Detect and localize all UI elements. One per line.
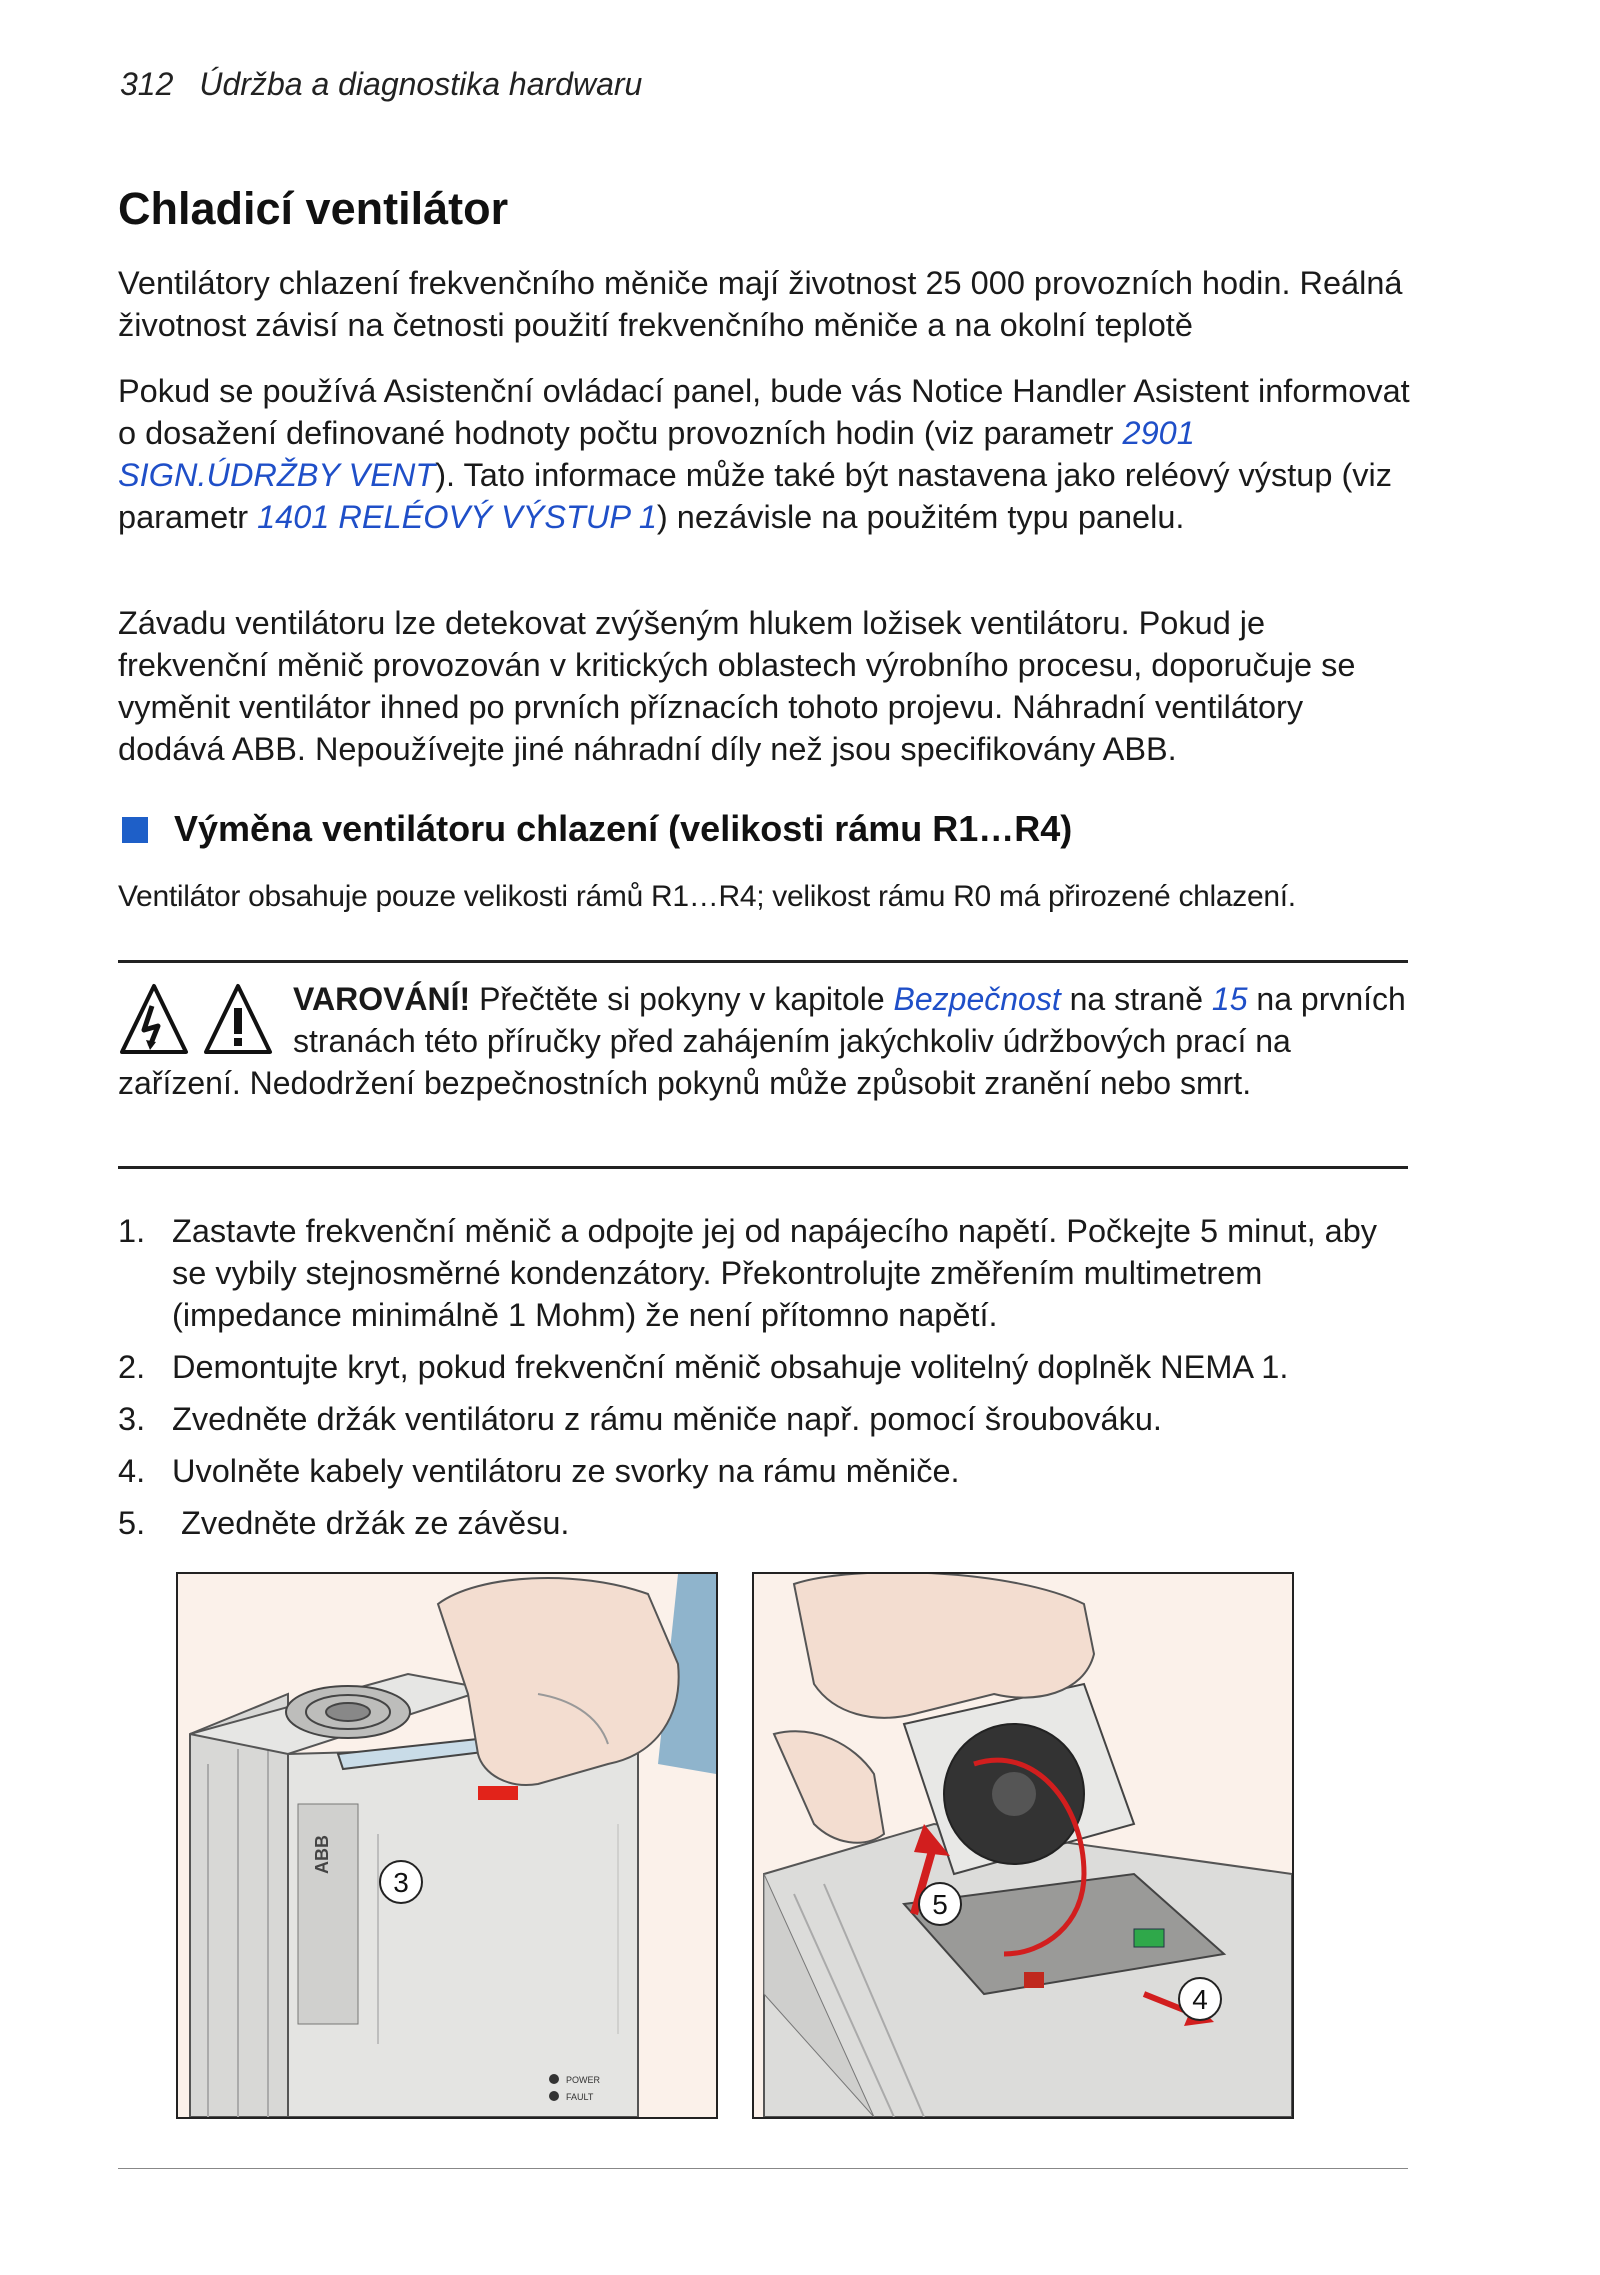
step-number: 3. xyxy=(118,1401,146,1437)
figure-lift-fan-holder xyxy=(176,1572,718,2119)
step-text: Zastavte frekvenční měnič a odpojte jej od napájecího napětí. Počkejte 5 minut, aby se vybily stejnosměrné kondenzátory. Překontrolujte změřením multimetrem (impedance minimálně 1 Mohm) že není přítomno napětí. xyxy=(172,1213,1378,1333)
step-item xyxy=(118,1502,1418,1544)
step-text: Uvolněte kabely ventilátoru ze svorky na rámu měniče. xyxy=(172,1453,960,1489)
page-number: 312 xyxy=(120,66,174,102)
frame-size-note: Ventilátor obsahuje pouze velikosti rámů R1…R4; velikost rámu R0 má přirozené chlazení. xyxy=(118,880,1296,913)
paragraph-2 xyxy=(118,370,1418,538)
figure-remove-fan-cables xyxy=(752,1572,1294,2119)
footer-rule xyxy=(118,2168,1408,2169)
procedure-steps xyxy=(118,1210,1418,1554)
paragraph-3: Závadu ventilátoru lze detekovat zvýšeným hlukem ložisek ventilátoru. Pokud je frekvenční měnič provozován v kritických oblastech výrobního procesu, doporučuje se vyměnit ventilátor ihned po prvních příznacích tohoto projevu. Náhradní ventilátory dodává ABB. Nepoužívejte jiné náhradní díly než jsou specifikovány ABB. xyxy=(118,605,1356,767)
step-text: Demontujte kryt, pokud frekvenční měnič obsahuje volitelný doplněk NEMA 1. xyxy=(172,1349,1289,1385)
warning-label: VAROVÁNÍ! xyxy=(293,981,471,1017)
parameter-1401-link[interactable]: 1401 RELÉOVÝ VÝSTUP 1 xyxy=(257,499,657,535)
paragraph-2-text-a: Pokud se používá Asistenční ovládací panel, bude vás Notice Handler Asistent informovat o dosažení definované hodnoty počtu provozních hodin (viz parametr xyxy=(118,373,1410,451)
warning-block xyxy=(118,978,1408,1104)
warning-bottom-rule xyxy=(118,1166,1408,1169)
step-number: 1. xyxy=(118,1213,146,1249)
step-item xyxy=(118,1346,1418,1388)
drive-illustration-1 xyxy=(178,1574,716,2117)
step-item xyxy=(118,1450,1418,1492)
subsection-title: Výměna ventilátoru chlazení (velikosti rámu R1…R4) xyxy=(174,808,1073,849)
safety-page-link[interactable]: 15 xyxy=(1211,981,1248,1017)
parameter-2901-link[interactable]: 2901 SIGN.ÚDRŽBY VENT xyxy=(118,415,1195,493)
electric-hazard-icon xyxy=(118,980,288,1060)
power-led-label: POWER xyxy=(566,2075,601,2085)
safety-chapter-link[interactable]: Bezpečnost xyxy=(893,981,1061,1017)
paragraph-2-text-c: ) nezávisle na použitém typu panelu. xyxy=(656,499,1185,535)
warning-text-a: Přečtěte si pokyny v kapitole xyxy=(470,981,894,1017)
warning-top-rule xyxy=(118,960,1408,963)
running-header xyxy=(120,66,642,103)
fault-led-label: FAULT xyxy=(566,2092,594,2102)
drive-illustration-2 xyxy=(754,1574,1292,2117)
step-text: Zvedněte držák ventilátoru z rámu měniče např. pomocí šroubováku. xyxy=(172,1401,1162,1437)
warning-icons xyxy=(118,980,293,1060)
step-number: 2. xyxy=(118,1349,146,1385)
paragraph-1: Ventilátory chlazení frekvenčního měniče mají životnost 25 000 provozních hodin. Reálná životnost závisí na četnosti použití frekvenčního měniče a na okolní teplotě xyxy=(118,265,1403,343)
warning-text-c: na prvních stranách této příručky před zahájením jakýchkoliv údržbových prací na zařízení. Nedodržení bezpečnostních pokynů může způsobit zranění nebo smrt. xyxy=(118,981,1406,1101)
step-item xyxy=(118,1398,1418,1440)
step-number: 4. xyxy=(118,1453,146,1489)
warning-text-b: na straně xyxy=(1060,981,1212,1017)
bullet-square-icon xyxy=(122,817,148,843)
section-title: Chladicí ventilátor xyxy=(118,183,509,234)
step-text: Zvedněte držák ze závěsu. xyxy=(172,1505,570,1541)
step-number: 5. xyxy=(118,1505,146,1541)
callout-3: 3 xyxy=(393,1867,409,1898)
paragraph-2-text-b: ). Tato informace může také být nastavena jako reléový výstup (viz parametr xyxy=(118,457,1393,535)
callout-5: 5 xyxy=(932,1889,948,1920)
callout-4: 4 xyxy=(1192,1984,1208,2015)
step-item xyxy=(118,1210,1418,1336)
running-header-title: Údržba a diagnostika hardwaru xyxy=(199,66,643,102)
brand-label: ABB xyxy=(312,1835,332,1874)
